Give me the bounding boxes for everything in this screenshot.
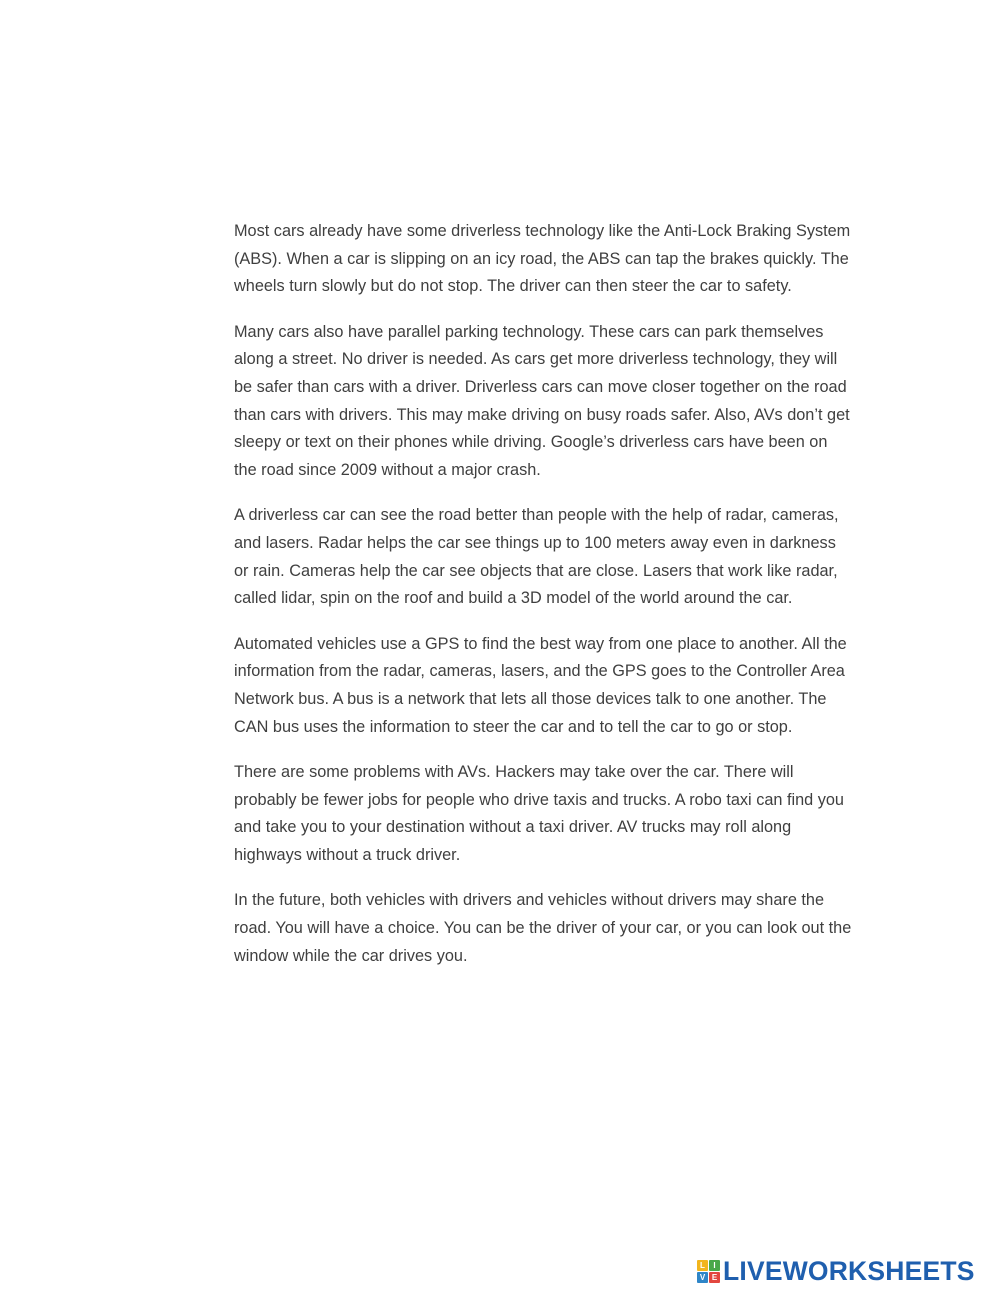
paragraph-parking: Many cars also have parallel parking technology. These cars can park themselves along a street. No driver is needed. As cars get more driverless technology, they will be safer than cars with a driver. Driverless cars can move closer together on the road than cars with drivers. This may make driving on busy roads safer. Also, AVs don’t get sleepy or text on their phones while driving. Google’s driverless cars have been on the road since 2009 without a major crash. (234, 322, 850, 479)
logo-tile-l: L (697, 1260, 708, 1271)
article-body (234, 218, 854, 988)
paragraph-sensors: A driverless car can see the road better than people with the help of radar, cameras, and lasers. Radar helps the car see things up to 100 meters away even in darkness or rain. Cameras help the car see objects that are close. Lasers that work like radar, called lidar, spin on the roof and build a 3D model of the world around the car. (234, 506, 839, 608)
paragraph-abs: Most cars already have some driverless technology like the Anti-Lock Braking System (ABS). When a car is slipping on an icy road, the ABS can tap the brakes quickly. The wheels turn slowly but do not stop. The driver can then steer the car to safety. (234, 222, 851, 296)
paragraph-gps-can-bus: Automated vehicles use a GPS to find the best way from one place to another. All the information from the radar, cameras, lasers, and the GPS goes to the Controller Area Network bus. A bus is a network that lets all those devices talk to one another. The CAN bus uses the information to steer the car and to tell the car to go or stop. (234, 634, 847, 736)
logo-wordmark: LIVEWORKSHEETS (723, 1255, 975, 1286)
paragraph-future: In the future, both vehicles with drivers and vehicles without drivers may share the road. You will have a choice. You can be the driver of your car, or you can look out the window while the car drives you. (234, 891, 852, 965)
logo-tile-v: V (697, 1272, 708, 1283)
paragraph-problems: There are some problems with AVs. Hackers may take over the car. There will probably be fewer jobs for people who drive taxis and trucks. A robo taxi can find you and take you to your destination without a taxi driver. AV trucks may roll along highways without a truck driver. (234, 763, 844, 864)
logo-tile-e: E (709, 1272, 720, 1283)
logo-icon (697, 1260, 720, 1283)
logo-tile-i: I (709, 1260, 720, 1271)
liveworksheets-logo (697, 1253, 975, 1289)
